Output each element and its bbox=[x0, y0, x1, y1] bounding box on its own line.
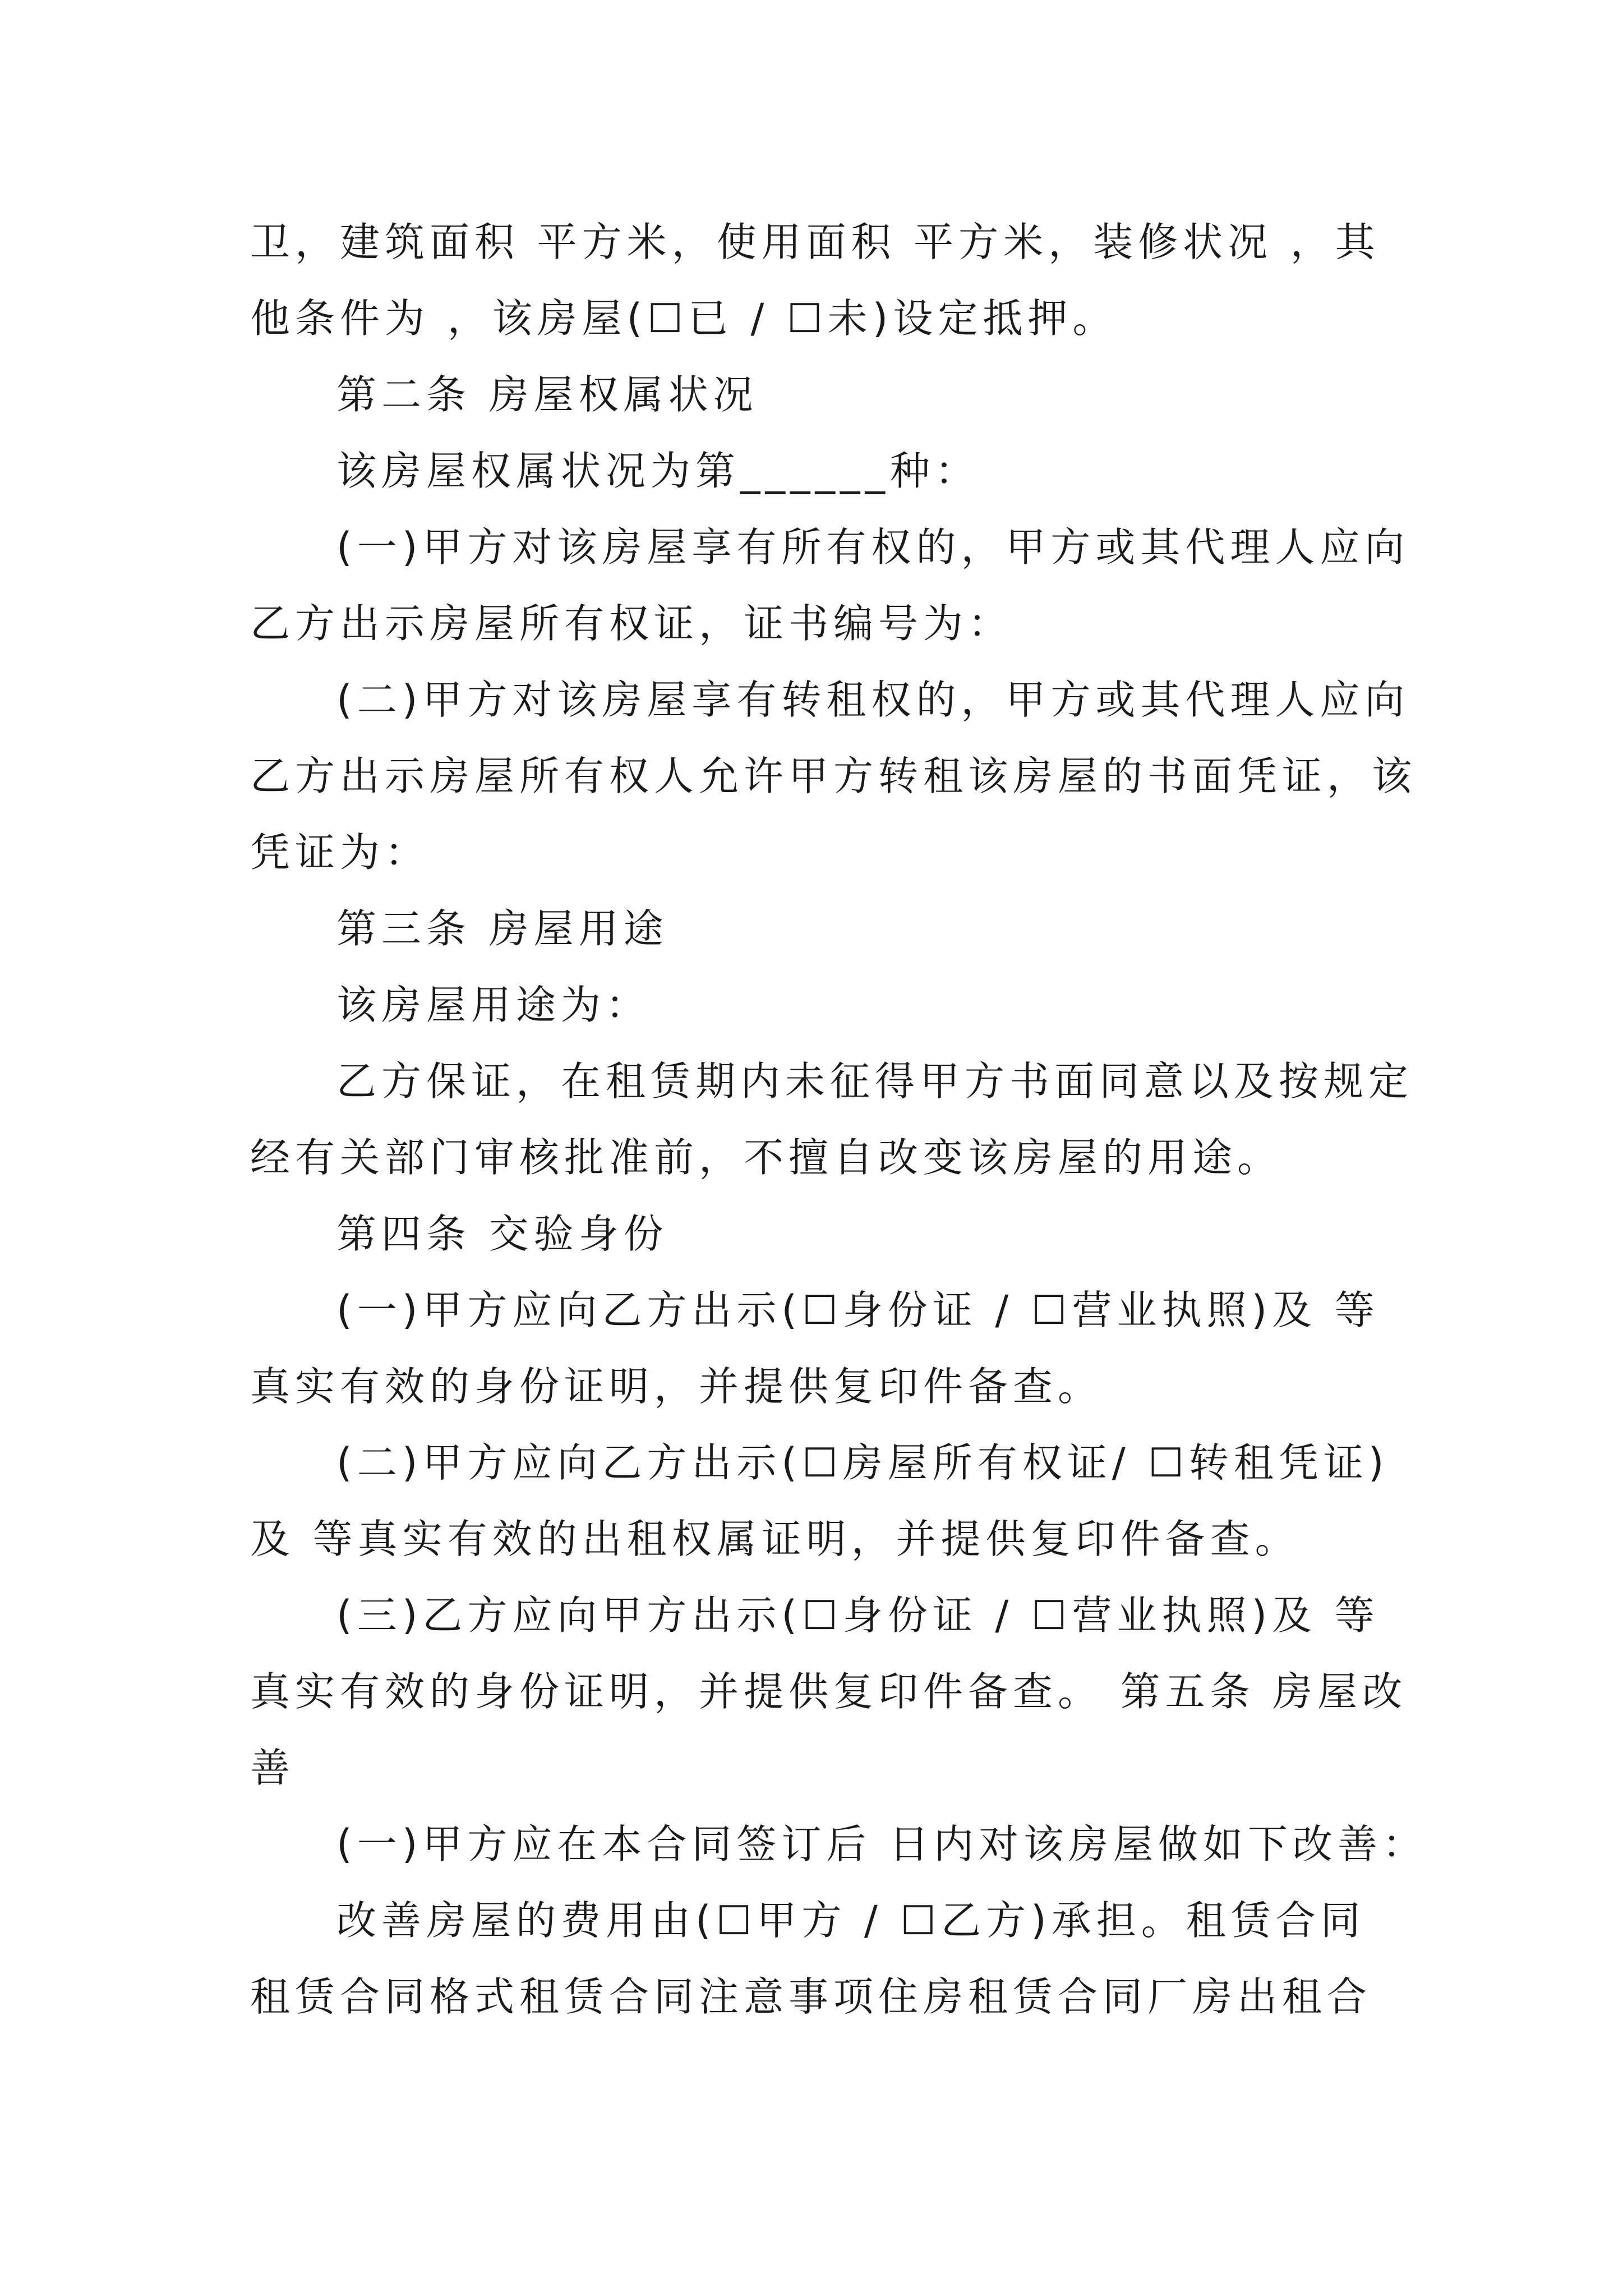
text-line: 真实有效的身份证明，并提供复印件备查。 第五条 房屋改 bbox=[250, 1668, 1408, 1715]
text-line: 乙方出示房屋所有权证，证书编号为： bbox=[250, 600, 1013, 647]
text-line: 他条件为 ，该房屋(☐已 / ☐未)设定抵押。 bbox=[250, 295, 1118, 342]
text-line: (三)乙方应向甲方出示(☐身份证 / ☐营业执照)及 等 bbox=[336, 1592, 1380, 1639]
text-line: 该房屋用途为： bbox=[336, 982, 651, 1028]
text-line: 租赁合同格式租赁合同注意事项住房租赁合同厂房出租合 bbox=[250, 1973, 1372, 2020]
text-line: 经有关部门审核批准前，不擅自改变该房屋的用途。 bbox=[250, 1134, 1283, 1181]
text-line: 真实有效的身份证明，并提供复印件备查。 bbox=[250, 1363, 1103, 1410]
text-line: 改善房屋的费用由(☐甲方 / ☐乙方)承担。租赁合同 bbox=[336, 1897, 1366, 1944]
text-line: 善 bbox=[250, 1745, 296, 1791]
text-line: 乙方保证，在租赁期内未征得甲方书面同意以及按规定 bbox=[336, 1058, 1414, 1105]
text-line: (一)甲方对该房屋享有所有权的，甲方或其代理人应向 bbox=[336, 524, 1410, 570]
text-line: (二)甲方应向乙方出示(☐房屋所有权证/ ☐转租凭证) bbox=[336, 1439, 1389, 1486]
text-line: 凭证为： bbox=[250, 829, 430, 876]
text-line: (一)甲方应在本合同签订后 日内对该房屋做如下改善： bbox=[336, 1821, 1427, 1867]
section-heading: 第二条 房屋权属状况 bbox=[336, 371, 758, 418]
text-line: 乙方出示房屋所有权人允许甲方转租该房屋的书面凭证，该 bbox=[250, 753, 1417, 799]
text-line: 及 等真实有效的出租权属证明，并提供复印件备查。 bbox=[250, 1516, 1300, 1562]
text-line: (二)甲方对该房屋享有转租权的，甲方或其代理人应向 bbox=[336, 677, 1410, 723]
text-line: 卫，建筑面积 平方米，使用面积 平方米，装修状况 ，其 bbox=[250, 219, 1380, 265]
text-line: 该房屋权属状况为第______种： bbox=[336, 448, 980, 494]
section-heading: 第三条 房屋用途 bbox=[336, 905, 668, 952]
section-heading: 第四条 交验身份 bbox=[336, 1211, 668, 1257]
text-line: (一)甲方应向乙方出示(☐身份证 / ☐营业执照)及 等 bbox=[336, 1287, 1380, 1333]
